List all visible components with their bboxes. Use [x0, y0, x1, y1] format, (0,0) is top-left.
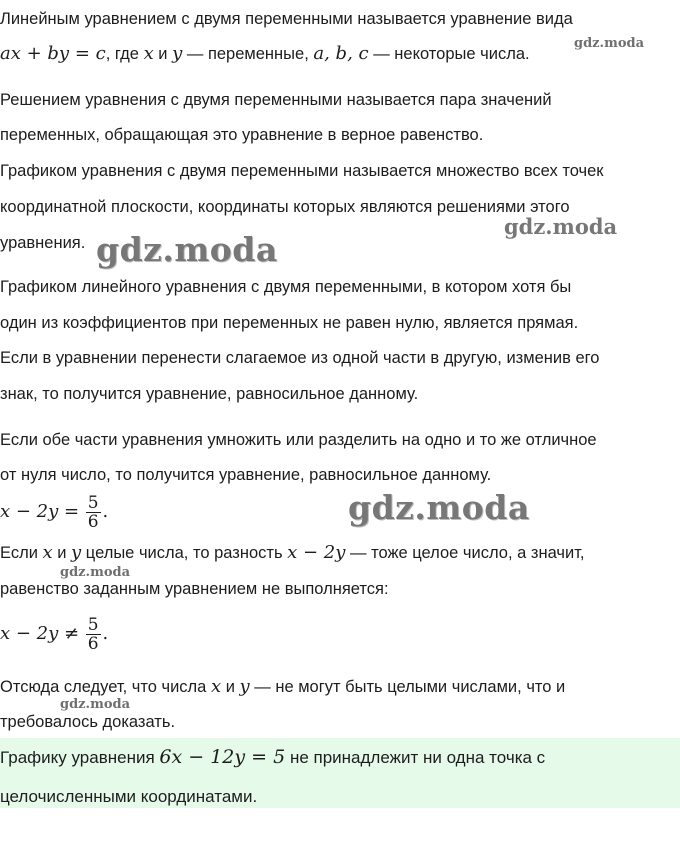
watermark-logo: gdz.moda	[574, 36, 645, 51]
definition-solution-line1: Решением уравнения с двумя переменными называется пара значений	[0, 91, 552, 109]
watermark-logo: gdz.moda	[60, 697, 131, 712]
transfer-rule-line1: Если в уравнении перенести слагаемое из одной части в другую, изменив его	[0, 349, 600, 367]
definition-graph-line2: координатной плоскости, координаты которых являются решениями этого	[0, 198, 570, 216]
general-equation: ax + by = c	[0, 43, 106, 64]
integer-argument-line2: равенство заданным уравнением не выполняется:	[0, 580, 389, 598]
equation-2: x − 2y ≠ $\frac{5}{6}$ .	[0, 615, 109, 655]
graph-linear-line2: один из коэффициентов при переменных не равен нулю, является прямая.	[0, 314, 579, 332]
graph-linear-line1: Графиком линейного уравнения с двумя переменными, в котором хотя бы	[0, 278, 572, 296]
definition-linear-equation-line1: Линейным уравнением с двумя переменными называется уравнение вида	[0, 10, 573, 28]
definition-graph-line1: Графиком уравнения с двумя переменными называется множество всех точек	[0, 162, 604, 180]
fraction-5-6-b: $\frac{5}{6}$	[87, 615, 99, 655]
definition-solution-line2: переменных, обращающая это уравнение в верное равенство.	[0, 126, 484, 144]
definition-graph-line3: уравнения.	[0, 234, 86, 252]
watermark-logo: gdz.moda	[96, 230, 278, 269]
watermark-logo: gdz.moda	[504, 214, 618, 239]
answer-line2: целочисленными координатами.	[0, 787, 258, 806]
watermark-logo: gdz.moda	[60, 565, 131, 580]
equation-1: x − 2y = $\frac{5}{6}$ .	[0, 493, 109, 533]
fraction-5-6: $\frac{5}{6}$	[87, 493, 99, 533]
integer-argument-line1: Если x и y целые числа, то разность x − 2y — тоже целое число, а значит,	[0, 542, 585, 563]
watermark-logo: gdz.moda	[348, 488, 530, 527]
conclusion-proof-line2: требовалось доказать.	[0, 713, 176, 731]
multiply-rule-line1: Если обе части уравнения умножить или разделить на одно и то же отличное	[0, 431, 597, 449]
conclusion-proof-line1: Отсюда следует, что числа x и y — не могут быть целыми числами, что и	[0, 676, 566, 697]
answer-line1: Графику уравнения 6x − 12y = 5 не принадлежит ни одна точка с	[0, 746, 546, 768]
multiply-rule-line2: от нуля число, то получится уравнение, равносильное данному.	[0, 466, 492, 484]
transfer-rule-line2: знак, то получится уравнение, равносильное данному.	[0, 385, 419, 403]
definition-linear-equation-line2: ax + by = c, где x и y — переменные, a, b, c — некоторые числа.	[0, 43, 530, 64]
